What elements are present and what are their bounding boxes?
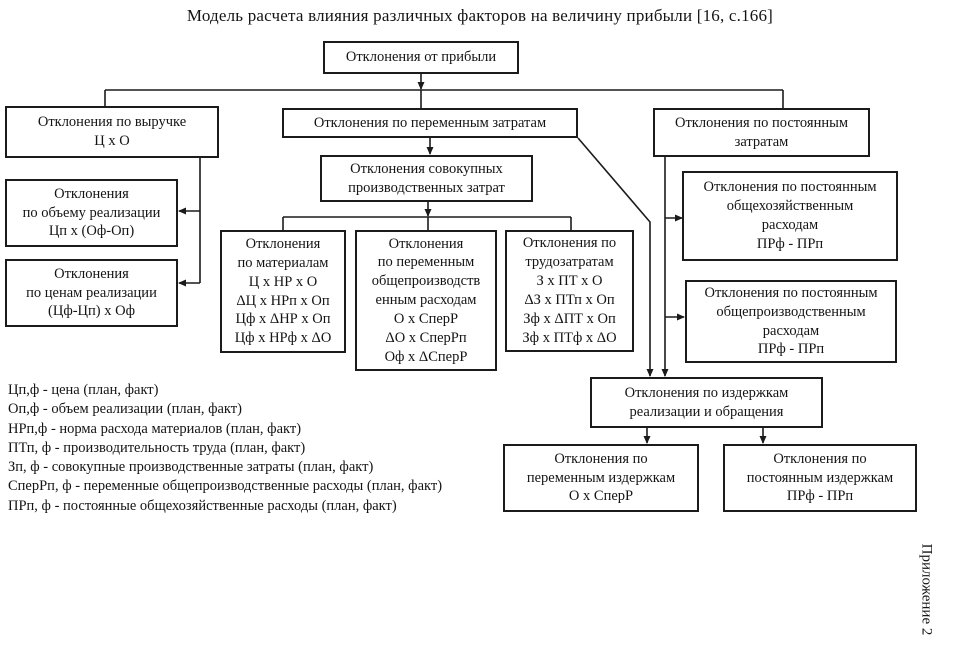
legend-line-fixed-admin: ПРп, ф - постоянные общехозяйственные расходы (план, факт)	[8, 497, 397, 514]
legend-line-price: Цп,ф - цена (план, факт)	[8, 382, 159, 398]
box-total-production-costs-deviations: Отклонения совокупных производственных затрат	[320, 155, 533, 202]
box-fixed-selling-costs-deviations: Отклонения по постоянным издержкам ПРф - ПРп	[723, 444, 917, 512]
box-materials-deviations: Отклонения по материалам Ц х НР х О ΔЦ х НРп х Оп Цф х ΔНР х Оп Цф х НРф х ΔО	[220, 230, 346, 353]
legend-line-material-rate: НРп,ф - норма расхода материалов (план, факт)	[8, 420, 302, 437]
legend-line-volume: Оп,ф - объем реализации (план, факт)	[8, 401, 242, 418]
legend	[8, 381, 442, 516]
box-fixed-costs-deviations: Отклонения по постоянным затратам	[653, 108, 870, 157]
legend-line-total-costs: Зп, ф - совокупные производственные затраты (план, факт)	[8, 459, 374, 476]
box-sales-price-deviations: Отклонения по ценам реализации (Цф-Цп) х Оф	[5, 259, 178, 327]
box-profit-deviations: Отклонения от прибыли	[323, 41, 519, 74]
box-fixed-overhead-deviations: Отклонения по постоянным общепроизводственным расходам ПРф - ПРп	[685, 280, 897, 363]
box-variable-costs-deviations: Отклонения по переменным затратам	[282, 108, 578, 138]
box-fixed-admin-expenses-deviations: Отклонения по постоянным общехозяйственным расходам ПРф - ПРп	[682, 171, 898, 261]
box-revenue-deviations: Отклонения по выручке Ц х О	[5, 106, 219, 158]
box-variable-overhead-deviations: Отклонения по переменным общепроизводств енным расходам О х СперР ΔО х СперРп Оф х ΔСперР	[355, 230, 497, 371]
legend-line-variable-overhead: СперРп, ф - переменные общепроизводственные расходы (план, факт)	[8, 478, 443, 495]
diagram-title: Модель расчета влияния различных факторов на величину прибыли [16, с.166]	[186, 6, 774, 25]
box-sales-volume-deviations: Отклонения по объему реализации Цп х (Оф-Оп)	[5, 179, 178, 247]
box-labor-costs-deviations: Отклонения по трудозатратам З х ПТ х О ΔЗ х ПТп х Оп Зф х ΔПТ х Оп Зф х ПТф х ΔО	[505, 230, 634, 352]
appendix-label: Приложение 2	[918, 543, 935, 636]
box-selling-distribution-costs-deviations: Отклонения по издержкам реализации и обращения	[590, 377, 823, 428]
box-variable-selling-costs-deviations: Отклонения по переменным издержкам О х СперР	[503, 444, 699, 512]
legend-line-labor-productivity: ПТп, ф - производительность труда (план, факт)	[8, 439, 306, 456]
